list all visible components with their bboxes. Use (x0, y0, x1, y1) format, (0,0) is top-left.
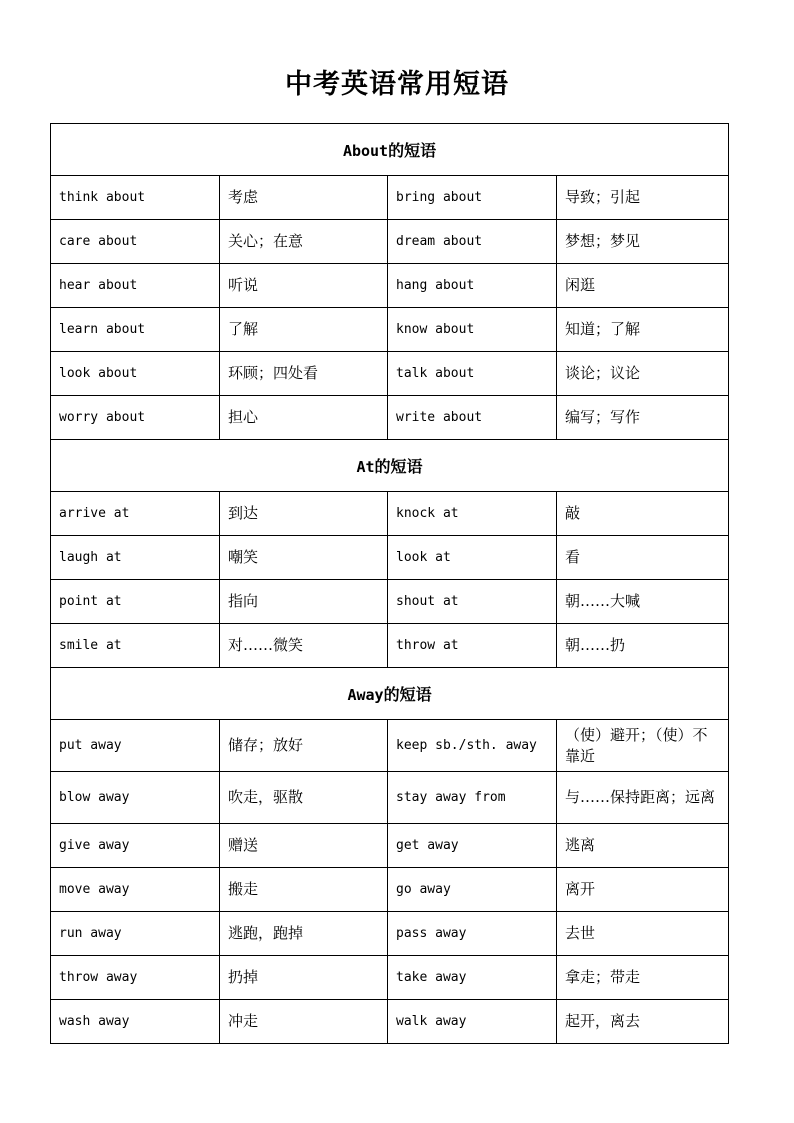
phrase-en: stay away from (388, 772, 557, 824)
phrase-en: hang about (388, 264, 557, 308)
phrase-zh: 敲 (557, 492, 729, 536)
section-heading-en: About (342, 142, 389, 160)
phrase-en: care about (51, 220, 220, 264)
phrase-en: dream about (388, 220, 557, 264)
phrase-zh: 去世 (557, 912, 729, 956)
phrase-en: smile at (51, 624, 220, 668)
phrase-zh: 环顾；四处看 (220, 352, 388, 396)
phrase-en: blow away (51, 772, 220, 824)
phrase-zh: 编写；写作 (557, 396, 729, 440)
section-heading-at (51, 440, 729, 492)
section-heading-zh: 的短语 (383, 685, 432, 704)
phrase-en: know about (388, 308, 557, 352)
section-heading-zh: 的短语 (388, 141, 437, 160)
section-heading-away (51, 668, 729, 720)
phrase-zh: 逃跑，跑掉 (220, 912, 388, 956)
phrase-en: put away (51, 720, 220, 772)
phrase-en: keep sb./sth. away (388, 720, 557, 772)
table-row (51, 868, 729, 912)
section-heading-about (51, 124, 729, 176)
phrase-zh: 谈论；议论 (557, 352, 729, 396)
phrase-zh: 指向 (220, 580, 388, 624)
phrase-en: get away (388, 824, 557, 868)
phrase-zh: 与……保持距离；远离 (557, 772, 729, 824)
phrase-en: learn about (51, 308, 220, 352)
phrase-zh: 对……微笑 (220, 624, 388, 668)
table-row (51, 264, 729, 308)
phrase-en: give away (51, 824, 220, 868)
phrase-zh: 考虑 (220, 176, 388, 220)
phrase-zh: 赠送 (220, 824, 388, 868)
table-row (51, 1000, 729, 1044)
table-row (51, 396, 729, 440)
phrase-zh: （使）避开；（使）不靠近 (557, 720, 729, 772)
phrase-zh: 担心 (220, 396, 388, 440)
phrase-zh: 关心；在意 (220, 220, 388, 264)
phrase-en: walk away (388, 1000, 557, 1044)
phrase-zh: 到达 (220, 492, 388, 536)
phrase-en: bring about (388, 176, 557, 220)
phrase-en: hear about (51, 264, 220, 308)
phrase-en: laugh at (51, 536, 220, 580)
phrase-en: worry about (51, 396, 220, 440)
phrase-en: point at (51, 580, 220, 624)
phrase-en: throw away (51, 956, 220, 1000)
phrase-en: look at (388, 536, 557, 580)
phrase-zh: 看 (557, 536, 729, 580)
table-row (51, 580, 729, 624)
page-title: 中考英语常用短语 (285, 69, 509, 100)
table-row (51, 536, 729, 580)
table-row (51, 308, 729, 352)
phrase-en: shout at (388, 580, 557, 624)
table-row (51, 824, 729, 868)
section-heading-zh: 的短语 (374, 457, 423, 476)
phrase-zh: 听说 (220, 264, 388, 308)
phrase-table (50, 123, 729, 1044)
phrase-zh: 朝……扔 (557, 624, 729, 668)
section-header-row (51, 124, 729, 176)
phrase-en: think about (51, 176, 220, 220)
phrase-zh: 扔掉 (220, 956, 388, 1000)
section-header-row (51, 440, 729, 492)
phrase-zh: 导致；引起 (557, 176, 729, 220)
phrase-zh: 朝……大喊 (557, 580, 729, 624)
phrase-zh: 搬走 (220, 868, 388, 912)
table-row (51, 352, 729, 396)
phrase-en: pass away (388, 912, 557, 956)
phrase-en: look about (51, 352, 220, 396)
phrase-en: take away (388, 956, 557, 1000)
phrase-en: arrive at (51, 492, 220, 536)
phrase-en: write about (388, 396, 557, 440)
phrase-zh: 吹走，驱散 (220, 772, 388, 824)
section-heading-en: At (356, 458, 375, 476)
phrase-en: run away (51, 912, 220, 956)
phrase-zh: 梦想；梦见 (557, 220, 729, 264)
phrase-zh: 离开 (557, 868, 729, 912)
table-row (51, 176, 729, 220)
phrase-en: throw at (388, 624, 557, 668)
table-row (51, 956, 729, 1000)
phrase-en: go away (388, 868, 557, 912)
table-row (51, 720, 729, 772)
table-row (51, 772, 729, 824)
phrase-zh: 逃离 (557, 824, 729, 868)
phrase-zh: 嘲笑 (220, 536, 388, 580)
phrase-zh: 闲逛 (557, 264, 729, 308)
section-heading-en: Away (347, 686, 384, 704)
section-header-row (51, 668, 729, 720)
phrase-zh: 冲走 (220, 1000, 388, 1044)
table-row (51, 492, 729, 536)
phrase-en: knock at (388, 492, 557, 536)
table-row (51, 624, 729, 668)
phrase-zh: 储存；放好 (220, 720, 388, 772)
phrase-en: talk about (388, 352, 557, 396)
phrase-en: wash away (51, 1000, 220, 1044)
phrase-en: move away (51, 868, 220, 912)
table-row (51, 912, 729, 956)
phrase-zh: 拿走；带走 (557, 956, 729, 1000)
phrase-zh: 起开，离去 (557, 1000, 729, 1044)
phrase-zh: 知道；了解 (557, 308, 729, 352)
phrase-zh: 了解 (220, 308, 388, 352)
table-row (51, 220, 729, 264)
